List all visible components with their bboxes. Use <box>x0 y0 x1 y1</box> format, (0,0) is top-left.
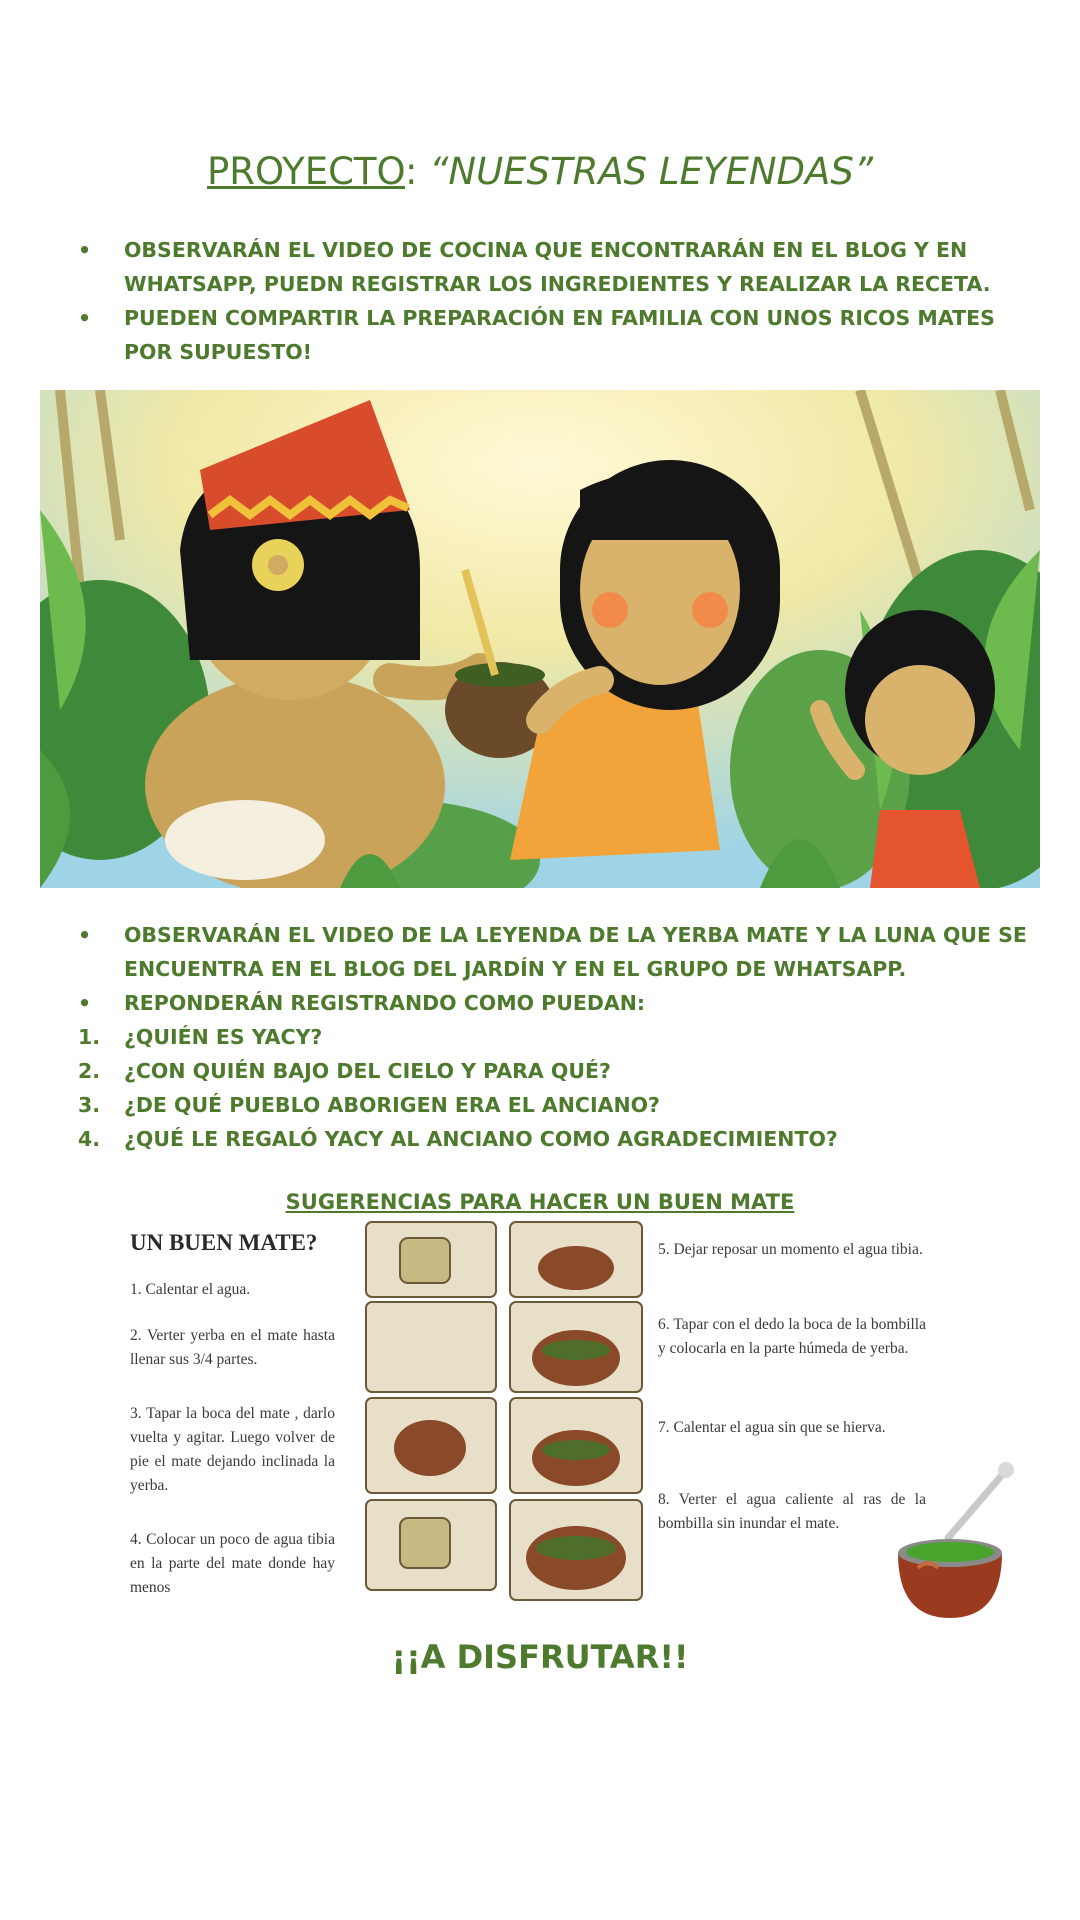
question-number: 3. <box>78 1093 101 1117</box>
list-item-text: REPONDERÁN REGISTRANDO COMO PUEDAN: <box>124 991 646 1015</box>
bullet-mark: • <box>78 923 92 947</box>
mate-cup-icon <box>888 1458 1018 1618</box>
suggestions-title: SUGERENCIAS PARA HACER UN BUEN MATE <box>285 1190 795 1214</box>
list-item <box>78 986 1028 1020</box>
question-text: ¿QUIÉN ES YACY? <box>124 1025 323 1049</box>
yerba-mate-illustration <box>40 390 1040 888</box>
step-text: 6. Tapar con el dedo la boca de la bombilla y colocarla en la parte húmeda de yerba. <box>658 1316 926 1357</box>
instructions-list-bottom <box>78 918 1028 1156</box>
question-item <box>78 1020 1028 1054</box>
page-title <box>0 150 1080 193</box>
title-separator: : <box>405 150 430 193</box>
question-item <box>78 1054 1028 1088</box>
closing-text: ¡¡A DISFRUTAR!! <box>391 1638 689 1676</box>
question-text: ¿QUÉ LE REGALÓ YACY AL ANCIANO COMO AGRADECIMIENTO? <box>124 1127 838 1151</box>
title-prefix: PROYECTO <box>206 150 405 193</box>
step-text: 7. Calentar el agua sin que se hierva. <box>658 1419 886 1436</box>
list-item-text: OBSERVARÁN EL VIDEO DE COCINA QUE ENCONTRARÁN EN EL BLOG Y EN WHATSAPP, PUEDN REGISTRAR LOS INGREDIENTES Y REALIZAR LA RECETA. <box>124 238 991 296</box>
bullet-mark: • <box>78 238 92 262</box>
question-number: 4. <box>78 1127 101 1151</box>
step-text: 8. Verter el agua caliente al ras de la bombilla sin inundar el mate. <box>658 1491 926 1532</box>
step-text: 2. Verter yerba en el mate hasta llenar sus 3/4 partes. <box>130 1327 335 1368</box>
list-item <box>78 233 1028 301</box>
list-item <box>78 301 1028 369</box>
title-name: “NUESTRAS LEYENDAS” <box>429 150 873 193</box>
question-text: ¿DE QUÉ PUEBLO ABORIGEN ERA EL ANCIANO? <box>124 1093 660 1117</box>
mate-instructions-card <box>128 1218 998 1618</box>
step-text: 1. Calentar el agua. <box>130 1281 251 1298</box>
question-item <box>78 1122 1028 1156</box>
list-item <box>78 918 1028 986</box>
question-text: ¿CON QUIÉN BAJO DEL CIELO Y PARA QUÉ? <box>124 1059 611 1083</box>
instructions-list-top <box>78 233 1028 369</box>
question-item <box>78 1088 1028 1122</box>
bullet-mark: • <box>78 306 92 330</box>
mate-card-heading: UN BUEN MATE? <box>130 1230 318 1255</box>
list-item-text: PUEDEN COMPARTIR LA PREPARACIÓN EN FAMILIA CON UNOS RICOS MATES POR SUPUESTO! <box>124 306 995 364</box>
step-text: 5. Dejar reposar un momento el agua tibia. <box>658 1241 923 1258</box>
step-text: 4. Colocar un poco de agua tibia en la parte del mate donde hay menos <box>130 1531 335 1596</box>
question-number: 1. <box>78 1025 101 1049</box>
question-number: 2. <box>78 1059 101 1083</box>
list-item-text: OBSERVARÁN EL VIDEO DE LA LEYENDA DE LA YERBA MATE Y LA LUNA QUE SE ENCUENTRA EN EL BLOG DEL JARDÍN Y EN EL GRUPO DE WHATSAPP. <box>124 923 1027 981</box>
step-text: 3. Tapar la boca del mate , darlo vuelta y agitar. Luego volver de pie el mate dejando inclinada la yerba. <box>130 1405 335 1494</box>
bullet-mark: • <box>78 991 92 1015</box>
mate-steps-drawings <box>360 1218 648 1608</box>
